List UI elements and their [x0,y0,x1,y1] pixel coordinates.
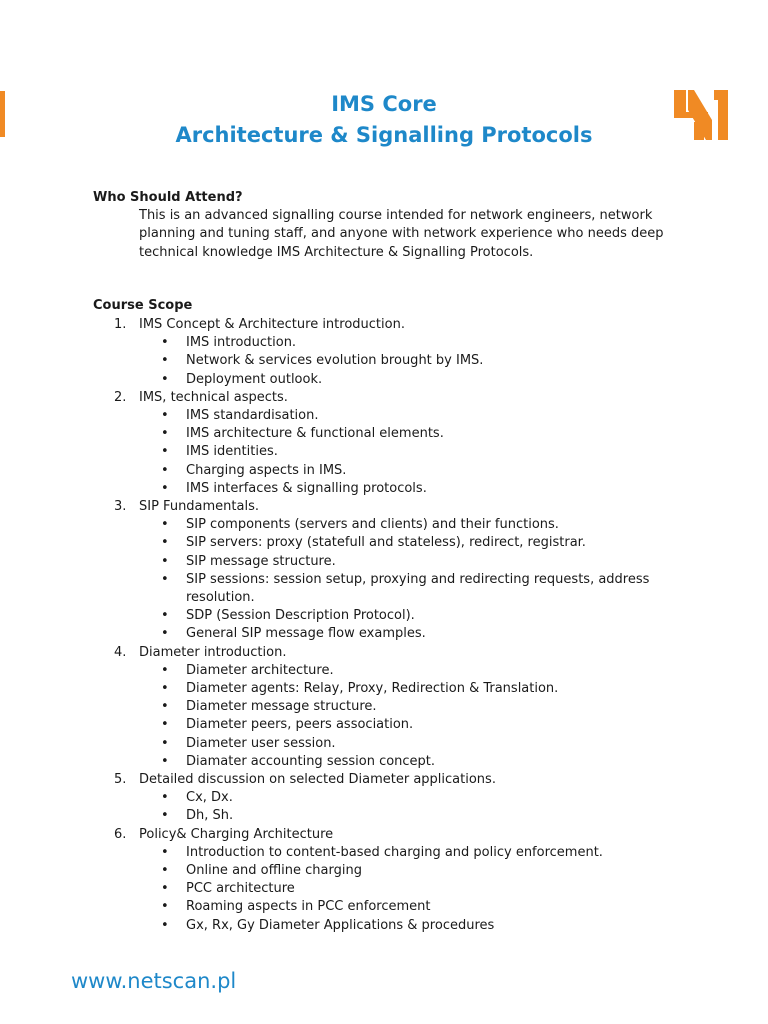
scope-subitem [0,334,768,352]
scope-subitem-label: IMS architecture & functional elements. [186,426,444,442]
scope-subitem-label: Online and offline charging [186,863,362,878]
scope-subitem [0,862,768,880]
bullet-icon: • [161,681,169,696]
scope-subitem-label: IMS identities. [186,444,278,460]
bullet-icon: • [161,844,169,860]
scope-subitem [0,443,768,461]
scope-item-label: Policy& Charging Architecture [139,826,334,842]
scope-item-label: IMS Concept & Architecture introduction. [139,317,405,332]
page-title [0,89,768,151]
scope-subitem-label: Diameter agents: Relay, Proxy, Redirection & Translation. [186,681,559,696]
bullet-icon: • [161,863,169,878]
audience-heading: Who Should Attend? [93,190,243,205]
scope-subitem-label: SIP servers: proxy (statefull and stateless), redirect, registrar. [186,535,586,551]
bullet-icon: • [161,899,169,915]
scope-subitem [0,534,768,552]
scope-subitem [0,880,768,898]
audience-paragraph: This is an advanced signalling course intended for network engineers, network planning and tuning staff, and anyone with network experience who needs deep technical knowledge IMS Architecture & Signalling Protocols. [139,208,664,260]
bullet-icon: • [161,790,169,806]
scope-subitem-label: SIP components (servers and clients) and their functions. [186,517,559,533]
scope-subitem [0,844,768,862]
scope-subitem-label: Diameter architecture. [186,662,334,678]
scope-subitem-label: Charging aspects in IMS. [186,462,347,478]
scope-subitem [0,553,768,571]
scope-item-label: IMS, technical aspects. [139,389,288,405]
scope-subitem-label: SIP message structure. [186,553,336,569]
bullet-icon: • [161,517,169,533]
bullet-icon: • [161,571,169,587]
scope-item-number: 4. [114,644,127,660]
scope-subitem-label: Network & services evolution brought by IMS. [186,353,484,369]
bullet-icon: • [161,426,169,442]
scope-subitem [0,735,768,753]
scope-item-number: 1. [114,317,127,332]
scope-subitem-label: Diameter message structure. [186,699,377,715]
bullet-icon: • [161,717,169,733]
scope-subitem [0,371,768,389]
scope-subitem-label: Roaming aspects in PCC enforcement [186,899,431,915]
scope-heading: Course Scope [93,298,193,313]
scope-item [0,389,768,407]
bullet-icon: • [161,535,169,551]
bullet-icon: • [161,917,169,933]
scope-subitem [0,789,768,807]
title-line-1: IMS Core [331,92,437,116]
scope-subitem [0,917,768,935]
bullet-icon: • [161,407,169,423]
scope-subitem-label: Diameter user session. [186,735,336,751]
bullet-icon: • [161,444,169,460]
scope-item-number: 5. [114,772,127,788]
scope-subitem [0,716,768,734]
scope-subitem-label: Deployment outlook. [186,371,323,387]
bullet-icon: • [161,753,169,769]
scope-subitem [0,480,768,498]
scope-subitem [0,407,768,425]
bullet-icon: • [161,353,169,369]
bullet-icon: • [161,699,169,715]
scope-item-number: 6. [114,826,127,842]
scope-subitem-label: Dh, Sh. [186,808,234,824]
scope-item [0,826,768,844]
scope-subitem-label: Introduction to content-based charging and policy enforcement. [186,844,603,860]
scope-item [0,771,768,789]
scope-subitem-label: SDP (Session Description Protocol). [186,608,415,624]
bullet-icon: • [161,480,169,496]
scope-subitem [0,680,768,698]
title-line-2: Architecture & Signalling Protocols [175,123,593,147]
scope-subitem [0,625,768,643]
scope-subitem [0,516,768,534]
bullet-icon: • [161,808,169,824]
scope-subitem [0,898,768,916]
scope-item [0,644,768,662]
bullet-icon: • [161,608,169,624]
scope-subitem-label: IMS introduction. [186,335,297,351]
bullet-icon: • [161,662,169,678]
scope-subitem [0,753,768,771]
scope-subitem-label: SIP sessions: session setup, proxying and redirecting requests, address resolution. [186,571,650,605]
footer-url[interactable]: www.netscan.pl [71,969,237,993]
course-scope-list [0,316,768,935]
scope-subitem [0,462,768,480]
bullet-icon: • [161,626,169,642]
scope-subitem [0,425,768,443]
bullet-icon: • [161,462,169,478]
bullet-icon: • [161,335,169,351]
scope-item [0,316,768,334]
scope-subitem [0,698,768,716]
scope-subitem-label: Diamater accounting session concept. [186,753,436,769]
scope-subitem-label: IMS interfaces & signalling protocols. [186,480,427,496]
bullet-icon: • [161,735,169,751]
bullet-icon: • [161,553,169,569]
scope-subitem [0,352,768,370]
scope-subitem [0,807,768,825]
scope-item-label: Diameter introduction. [139,644,287,660]
scope-subitem-label: Cx, Dx. [186,790,233,806]
netscan-n-logo-icon [674,90,728,140]
bullet-icon: • [161,371,169,387]
scope-item-number: 2. [114,389,127,405]
scope-subitem-label: IMS standardisation. [186,407,319,423]
scope-item-label: SIP Fundamentals. [139,499,260,514]
scope-item-label: Detailed discussion on selected Diameter applications. [139,772,496,788]
bullet-icon: • [161,881,169,897]
scope-item-number: 3. [114,499,127,514]
scope-subitem-label: Diameter peers, peers association. [186,717,414,733]
scope-subitem [0,571,768,607]
scope-item [0,498,768,516]
scope-subitem [0,662,768,680]
scope-subitem-label: General SIP message flow examples. [186,626,426,642]
scope-subitem-label: Gx, Rx, Gy Diameter Applications & procedures [186,917,495,933]
scope-subitem [0,607,768,625]
scope-subitem-label: PCC architecture [186,881,295,897]
